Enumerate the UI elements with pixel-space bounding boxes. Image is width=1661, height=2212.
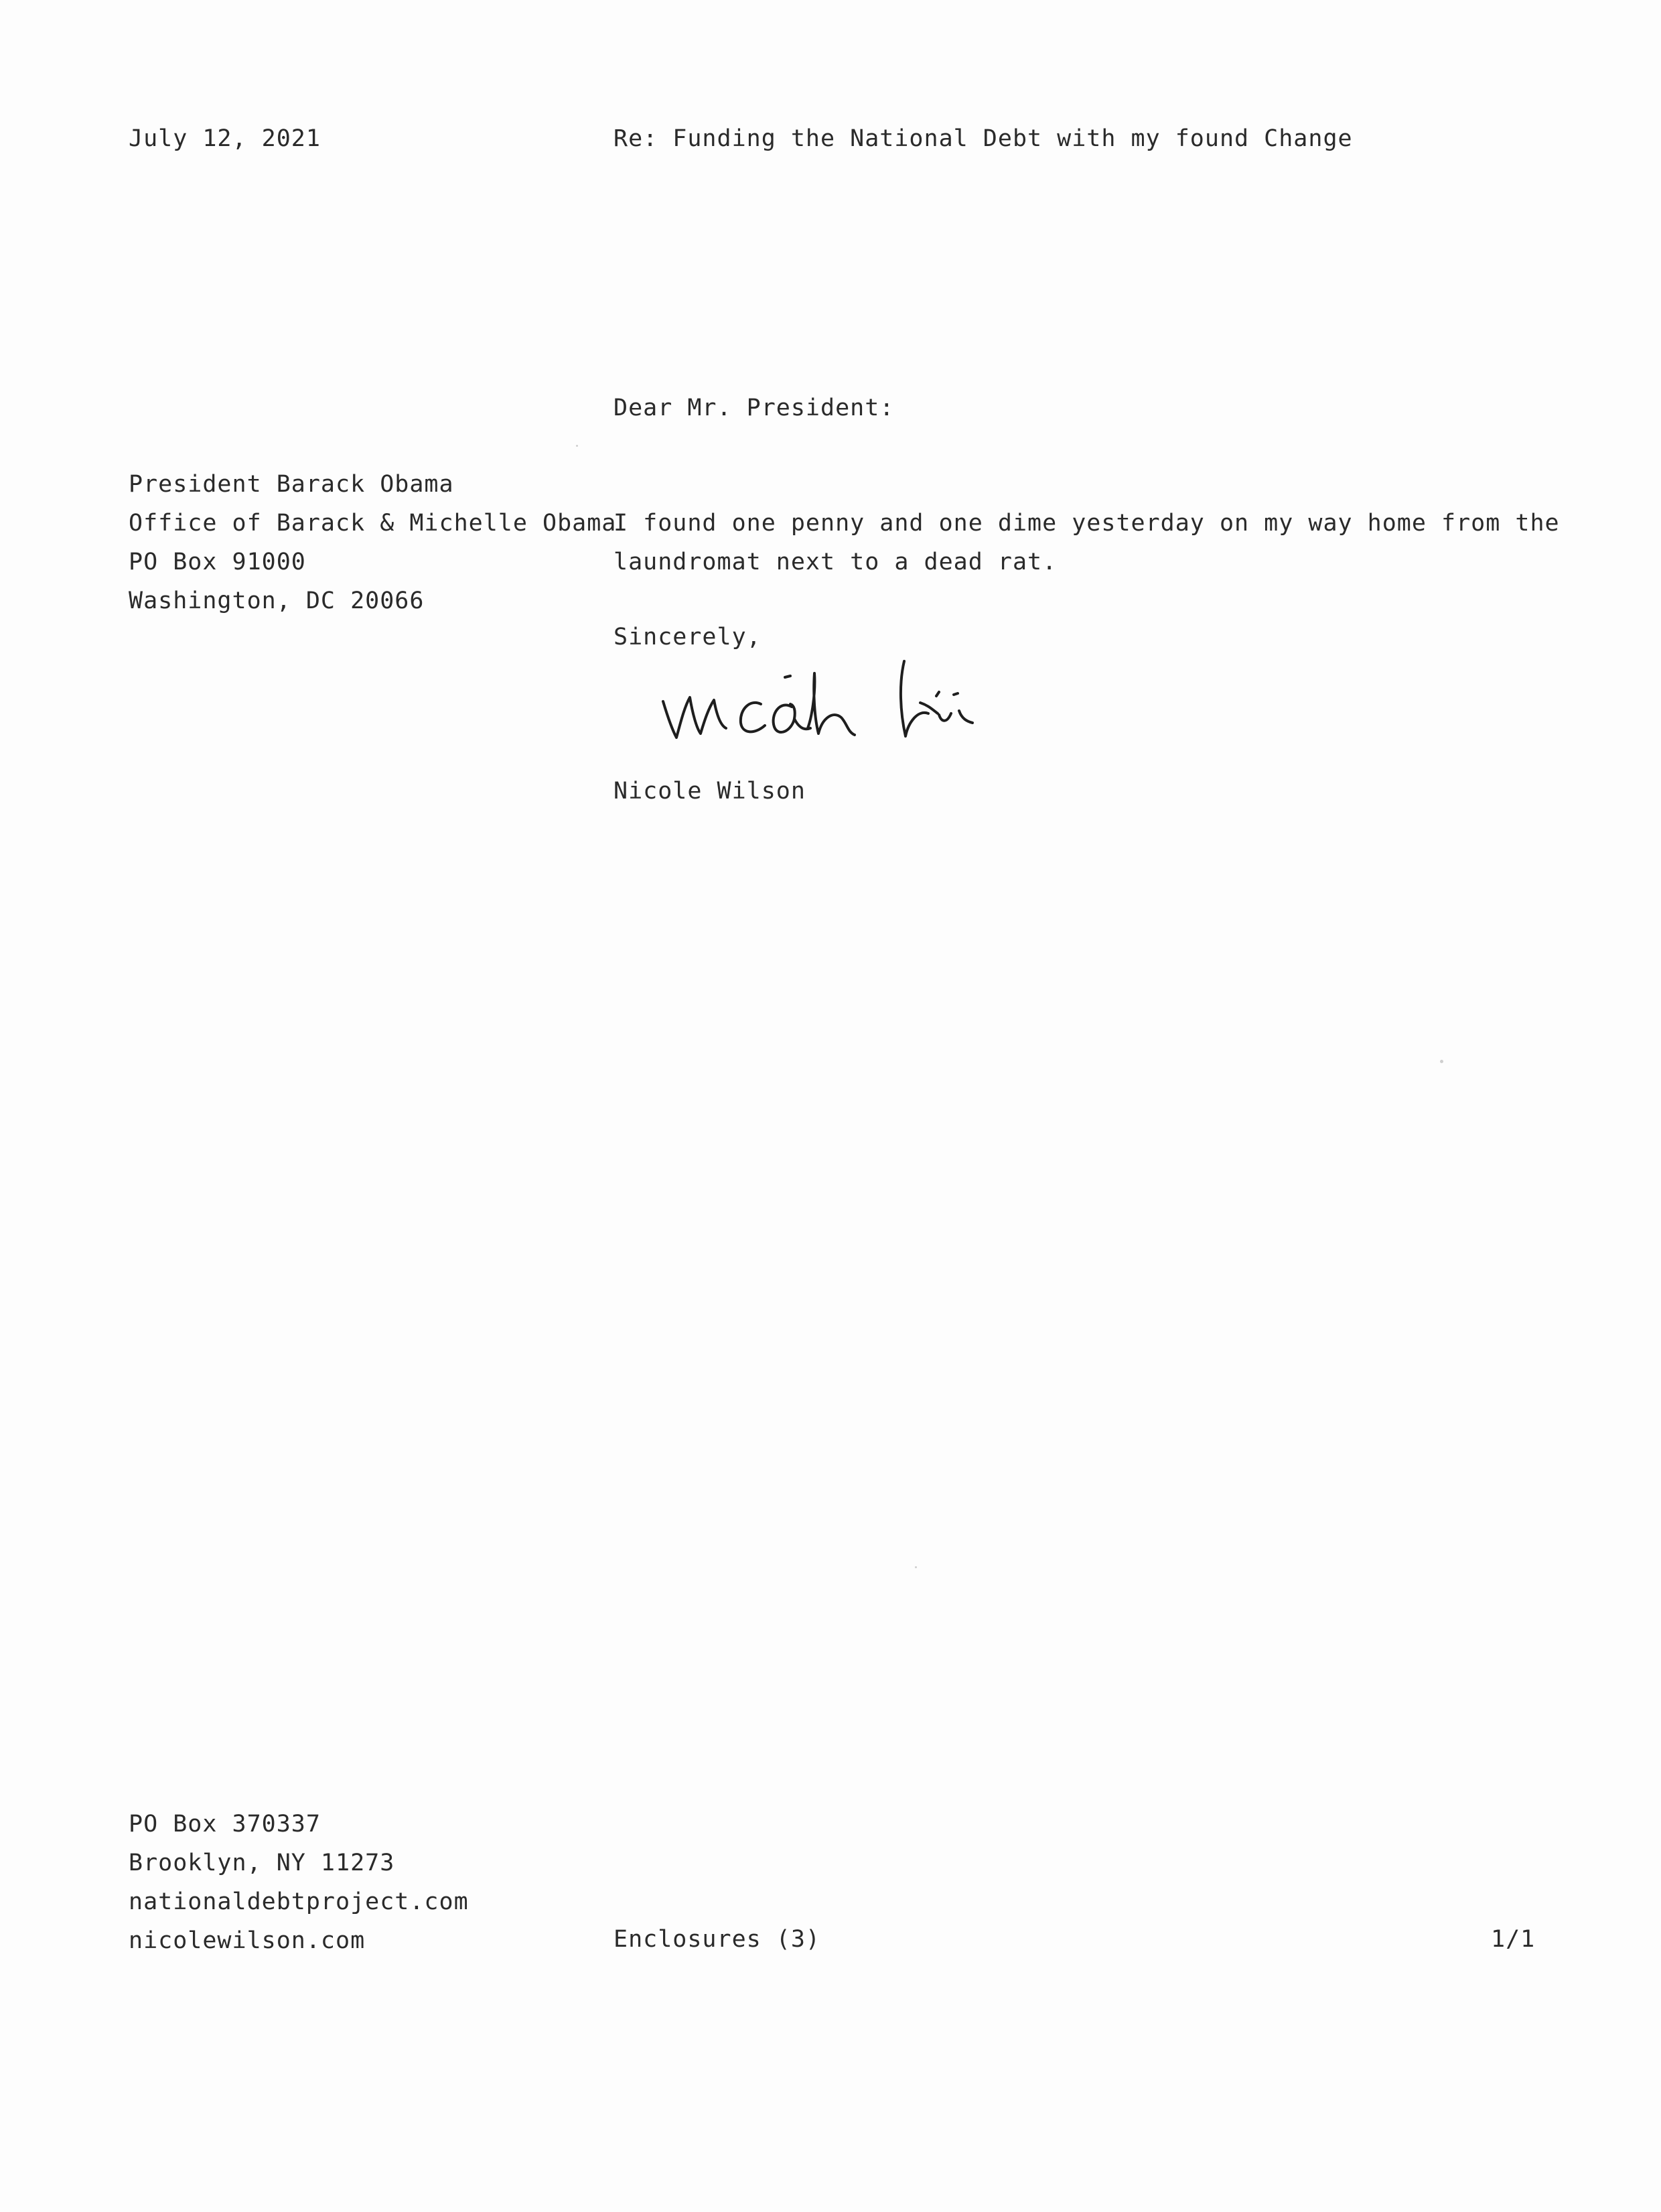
recipient-line: PO Box 91000 bbox=[129, 549, 306, 575]
letter-body bbox=[613, 504, 1560, 581]
body-line: laundromat next to a dead rat. bbox=[613, 549, 1058, 575]
salutation: Dear Mr. President: bbox=[613, 395, 895, 421]
sender-line: Brooklyn, NY 11273 bbox=[129, 1850, 395, 1876]
paper-speck bbox=[1440, 1060, 1443, 1063]
closing: Sincerely, bbox=[613, 624, 762, 650]
sender-website: nationaldebtproject.com bbox=[129, 1888, 469, 1915]
enclosures-note: Enclosures (3) bbox=[613, 1926, 821, 1953]
subject-line: Re: Funding the National Debt with my found Change bbox=[613, 125, 1353, 152]
signer-name: Nicole Wilson bbox=[613, 778, 806, 805]
paper-speck bbox=[576, 445, 578, 447]
body-line: I found one penny and one dime yesterday on my way home from the bbox=[613, 510, 1560, 537]
sender-line: PO Box 370337 bbox=[129, 1811, 321, 1838]
handwritten-signature bbox=[643, 653, 1018, 774]
recipient-line: President Barack Obama bbox=[129, 471, 454, 498]
sender-address bbox=[129, 1805, 469, 1960]
sender-website: nicolewilson.com bbox=[129, 1927, 366, 1954]
page-number: 1/1 bbox=[1491, 1926, 1536, 1953]
letter-date: July 12, 2021 bbox=[129, 125, 321, 152]
paper-speck bbox=[915, 1566, 917, 1568]
recipient-line: Washington, DC 20066 bbox=[129, 587, 425, 614]
recipient-line: Office of Barack & Michelle Obama bbox=[129, 510, 617, 537]
recipient-address bbox=[129, 465, 616, 620]
